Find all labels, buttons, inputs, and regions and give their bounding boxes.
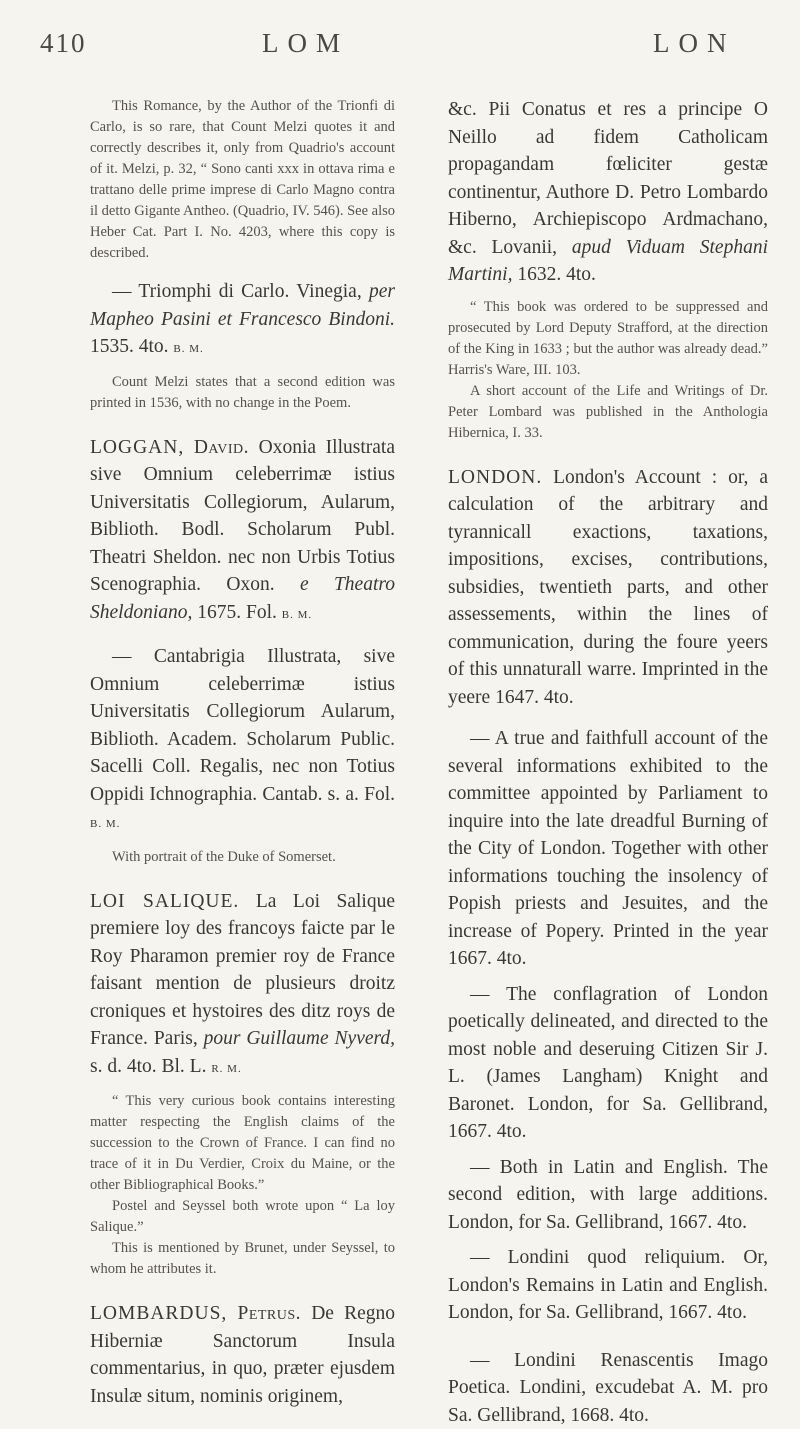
entry-lombardus — [90, 1300, 395, 1410]
running-head-right: LON — [653, 28, 736, 59]
entry-forename: Petrus. — [237, 1303, 301, 1324]
entry-text: — Cantabrigia Illustrata, sive Omnium celeberrimæ istius Universitatis Collegiorum Aularum, Biblioth. Academ. Scholarum Public. Sacelli Coll. Regalis, nec non Totius Oppidi Ichnographia. Cantab. s. a. Fol. — [90, 646, 395, 805]
note-postel: Postel and Seyssel both wrote upon “ La loy Salique.” — [90, 1196, 395, 1238]
note-portrait: With portrait of the Duke of Somerset. — [90, 847, 395, 868]
entry-text: De Regno Hiberniæ Sanctorum Insula commentarius, in quo, præter ejusdem Insulæ situm, nominis originem, — [90, 1303, 395, 1407]
note-brunet: This is mentioned by Brunet, under Seyssel, to whom he attributes it. — [90, 1238, 395, 1280]
entry-imprint: per Mapheo Pasini et Francesco Bindoni. — [90, 281, 395, 330]
entry-text: London's Account : or, a calculation of the arbitrary and tyrannicall exactions, taxations, impositions, excises, contributions, subsidies, twentieth parts, and other assessements, within the lines of communication, during the foure yeers of this unnaturall warre. Imprinted in the yeere 1647. 4to. — [448, 467, 768, 708]
entry-conflagration: — The conflagration of London poetically delineated, and directed to the most noble and deseruing Citizen Sir J. L. (James Langham) Knight and Baronet. London, for Sa. Gellibrand, 1667. 4to. — [448, 981, 768, 1146]
entry-heading: LOGGAN, — [90, 437, 184, 458]
entry-lombardus-cont — [448, 96, 768, 289]
running-head-left: LOM — [262, 28, 349, 59]
entry-heading: LONDON. — [448, 467, 542, 488]
note-strafford: “ This book was ordered to be suppressed and prosecuted by Lord Deputy Strafford, at the direction of the King in 1633 ; but the author was already dead.” Harris's Ware, III. 103. — [448, 297, 768, 381]
entry-text: Oxonia Illustrata sive Omnium celeberrimæ istius Universitatis Collegiorum, Aularum, Biblioth. Bodl. Scholarum Publ. Theatri Sheldon. nec non Urbis Totius Scenographia. Oxon. — [90, 437, 395, 596]
location-mark: B. M. — [173, 343, 203, 355]
entry-heading: LOMBARDUS, — [90, 1303, 227, 1324]
entry-londini-renascentis: — Londini Renascentis Imago Poetica. Londini, excudebat A. M. pro Sa. Gellibrand, 1668. 4to. — [448, 1347, 768, 1429]
entry-format: 1675. Fol. — [192, 602, 277, 623]
entry-londini-reliquium: — Londini quod reliquium. Or, London's Remains in Latin and English. London, for Sa. Gellibrand, 1667. 4to. — [448, 1244, 768, 1327]
entry-imprint: e Theatro Sheldoniano, — [90, 574, 395, 623]
entry-format: s. d. 4to. Bl. L. — [90, 1056, 206, 1077]
location-mark: B. M. — [90, 818, 120, 830]
entry-format: 1632. 4to. — [512, 264, 595, 285]
entry-loi-salique — [90, 888, 395, 1084]
entry-heading: LOI SALIQUE. — [90, 891, 239, 912]
entry-triomphi — [90, 278, 395, 364]
entry-text: La Loi Salique premiere loy des francoys faicte par le Roy Pharamon premier roy de France faisant mention de plusieurs droitz croniques et hystoires des ditz roys de France. Paris, — [90, 891, 395, 1050]
entry-forename: David. — [194, 437, 249, 458]
entry-text: — Triomphi di Carlo. Vinegia, — [112, 281, 362, 302]
page-number: 410 — [40, 28, 87, 59]
location-mark: B. M. — [282, 609, 312, 621]
entry-loggan — [90, 434, 395, 630]
note-melzi: Count Melzi states that a second edition was printed in 1536, with no change in the Poem. — [90, 372, 395, 414]
running-header — [40, 20, 760, 70]
entry-london-account — [448, 464, 768, 712]
note-anthologia: A short account of the Life and Writings of Dr. Peter Lombard was published in the Anthologia Hibernica, I. 33. — [448, 381, 768, 444]
note-curious-book: “ This very curious book contains interesting matter respecting the English claims of the succession to the Crown of France. I can find no trace of it in Du Verdier, Croix du Maine, or the other Bibliographical Books.” — [90, 1091, 395, 1196]
right-column — [448, 96, 768, 1429]
location-mark: R. M. — [211, 1063, 241, 1075]
entry-text: &c. Pii Conatus et res a principe O Neillo ad fidem Catholicam propagandam fœliciter gestæ continentur, Authore D. Petro Lombardo Hiberno, Archiepiscopo Ardmachano, &c. Lovanii, — [448, 99, 768, 258]
entry-imprint: pour Guillaume Nyverd, — [198, 1028, 395, 1049]
entry-imprint: apud Viduam Stephani Martini, — [448, 237, 768, 286]
entry-latin-english: — Both in Latin and English. The second edition, with large additions. London, for Sa. Gellibrand, 1667. 4to. — [448, 1154, 768, 1237]
entry-cantabrigia — [90, 643, 395, 839]
entry-format: 1535. 4to. — [90, 336, 169, 357]
entry-true-account: — A true and faithfull account of the several informations exhibited to the committee appointed by Parliament to inquire into the late dreadful Burning of the City of London. Together with other informations touching the insolency of Popish priests and Jesuites, and the increase of Popery. Printed in the year 1667. 4to. — [448, 725, 768, 973]
left-column — [90, 96, 395, 1410]
note-trionfi: This Romance, by the Author of the Trionfi di Carlo, is so rare, that Count Melzi quotes it and correctly describes it, only from Quadrio's account of it. Melzi, p. 32, “ Sono canti xxx in ottava rima e trattano delle prime imprese di Carlo Magno contra il detto Gigante Antheo. (Quadrio, IV. 546). See also Heber Cat. Part I. No. 4203, where this copy is described. — [90, 96, 395, 264]
